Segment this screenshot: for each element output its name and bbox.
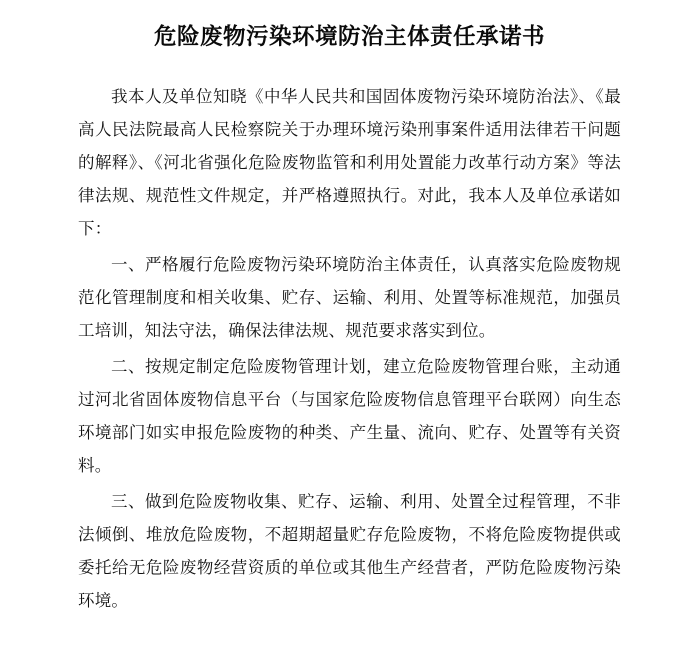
paragraph-clause-two: 二、按规定制定危险废物管理计划，建立危险废物管理台账，主动通过河北省固体废物信息平台（与国家危险废物信息管理平台联网）向生态环境部门如实申报危险废物的种类、产生量、流向、贮存、处置等有关资料。 (78, 356, 621, 475)
paragraph-intro: 我本人及单位知晓《中华人民共和国固体废物污染环境防治法》、《最高人民法院最高人民检察院关于办理环境污染刑事案件适用法律若干问题的解释》、《河北省强化危险废物监管和利用处置能力改革行动方案》等法律法规、规范性文件规定，并严格遵照执行。对此，我本人及单位承诺如下： (78, 86, 621, 238)
paragraph-clause-three: 三、做到危险废物收集、贮存、运输、利用、处置全过程管理，不非法倾倒、堆放危险废物，不超期超量贮存危险废物，不将危险废物提供或委托给无危险废物经营资质的单位或其他生产经营者，严防危险废物污染环境。 (78, 491, 621, 610)
page-title: 危险废物污染环境防治主体责任承诺书 (153, 24, 545, 50)
paragraph-clause-one: 一、严格履行危险废物污染环境防治主体责任，认真落实危险废物规范化管理制度和相关收集、贮存、运输、利用、处置等标准规范，加强员工培训，知法守法，确保法律法规、规范要求落实到位。 (78, 254, 621, 340)
